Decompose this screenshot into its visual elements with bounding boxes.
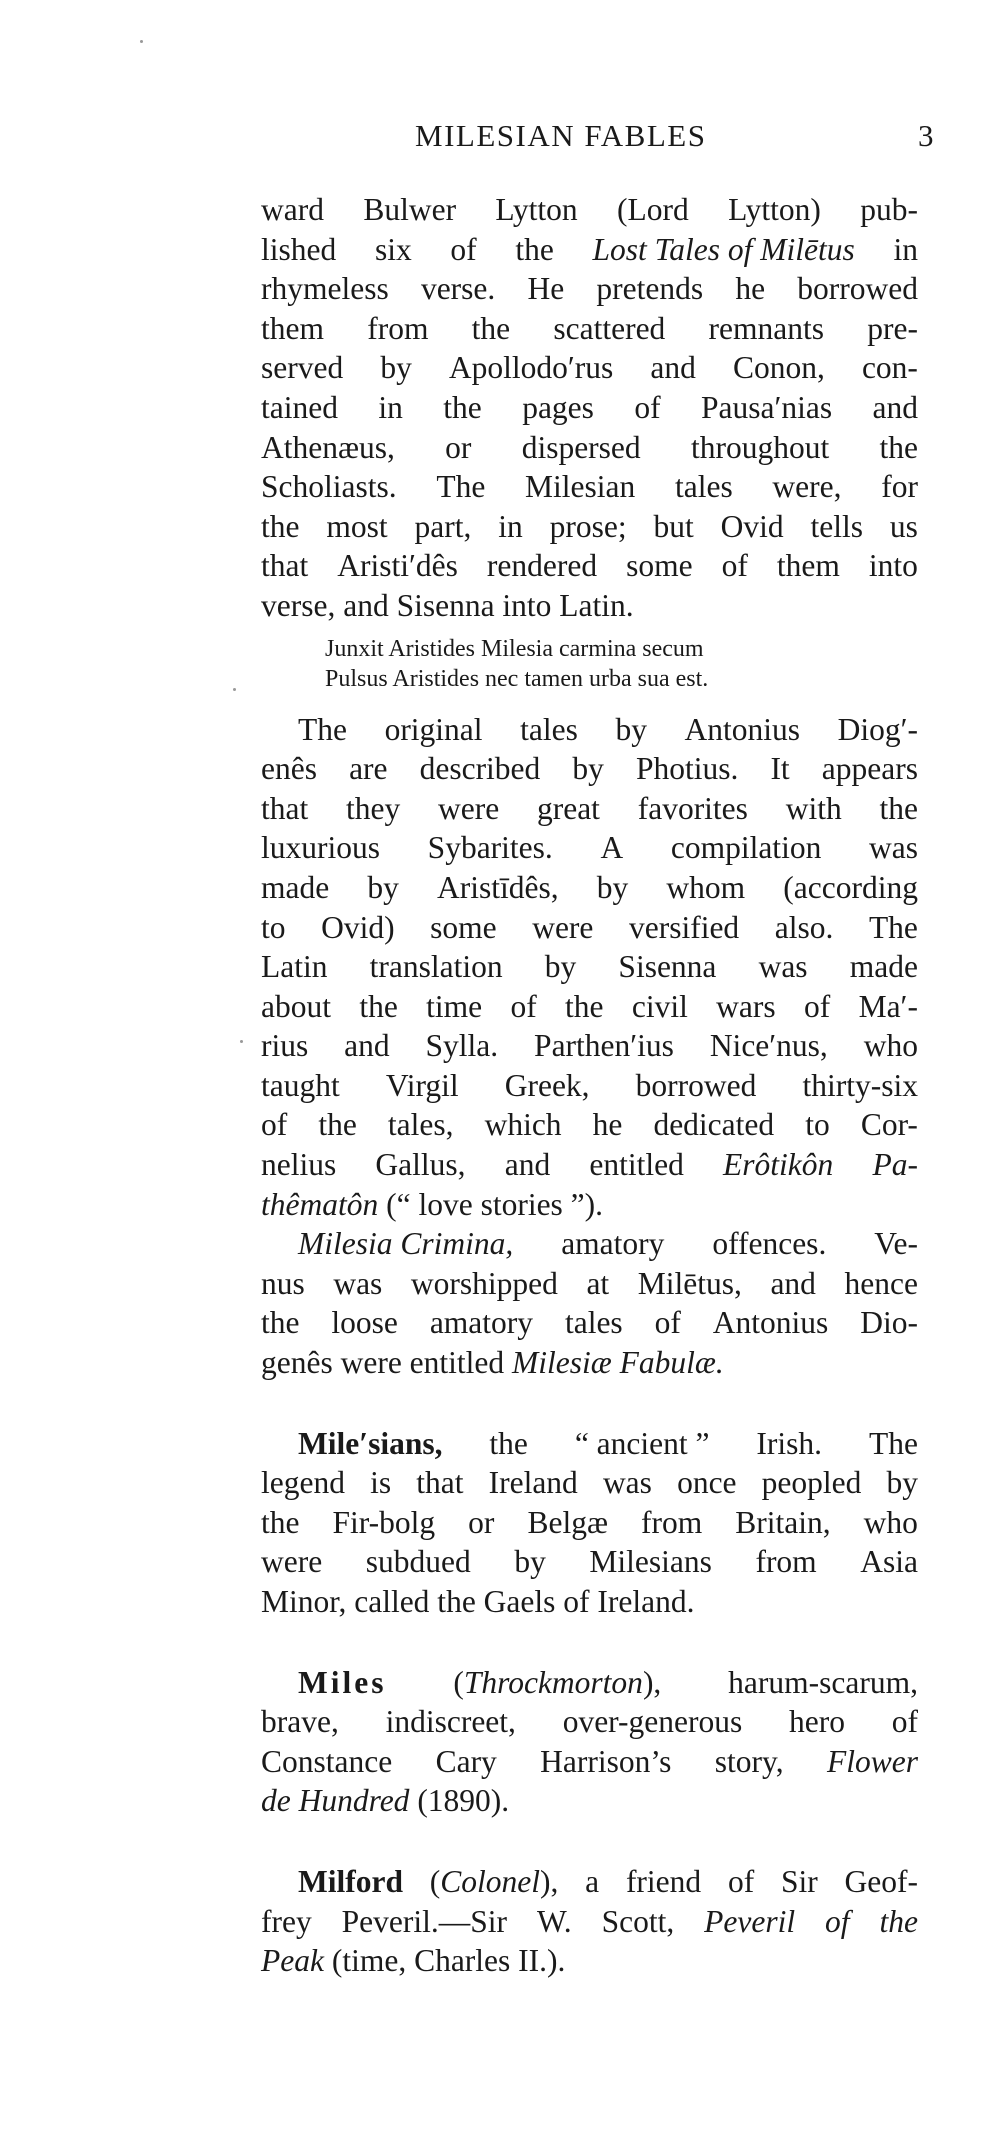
word: Fir-bolg bbox=[332, 1504, 436, 1540]
page-number: 3 bbox=[918, 118, 934, 153]
word: amatory bbox=[561, 1226, 665, 1262]
word: Aristīdês, bbox=[437, 869, 559, 905]
word: rius bbox=[261, 1028, 309, 1064]
word: also. bbox=[774, 909, 834, 945]
word: that bbox=[261, 790, 309, 826]
styled-word: of bbox=[825, 1903, 850, 1939]
word: Peveril.—Sir bbox=[341, 1903, 508, 1939]
text-line bbox=[261, 1902, 918, 1942]
word: borrowed bbox=[635, 1067, 757, 1103]
word: Ve- bbox=[874, 1226, 918, 1262]
word: tales bbox=[674, 469, 733, 505]
dictionary-entry bbox=[261, 1424, 918, 1622]
word: hence bbox=[844, 1265, 918, 1301]
word: pretends bbox=[596, 271, 704, 307]
word: Antonius bbox=[712, 1305, 829, 1341]
word: the bbox=[359, 988, 398, 1024]
word: part, bbox=[414, 508, 472, 544]
word: Sylla. bbox=[425, 1028, 499, 1064]
word: civil bbox=[631, 988, 688, 1024]
block-quote bbox=[261, 634, 918, 694]
word: Lytton) bbox=[728, 192, 821, 227]
styled-word: (Colonel), bbox=[429, 1863, 559, 1899]
text-line bbox=[261, 1702, 918, 1742]
spacer bbox=[261, 1821, 918, 1862]
text-line bbox=[261, 1264, 918, 1304]
word: rhymeless bbox=[261, 271, 389, 307]
word: Scholiasts. bbox=[261, 469, 397, 505]
word: time bbox=[426, 988, 483, 1024]
word: indiscreet, bbox=[385, 1704, 516, 1740]
word: nelius bbox=[261, 1147, 337, 1183]
word: Sir bbox=[780, 1863, 818, 1899]
word: The bbox=[436, 469, 486, 505]
text-line bbox=[261, 388, 918, 428]
word: made bbox=[261, 869, 330, 905]
word: who bbox=[863, 1028, 918, 1064]
word: subdued bbox=[365, 1544, 471, 1580]
word: Athenæus, bbox=[261, 429, 395, 465]
word: of bbox=[891, 1704, 918, 1740]
word: with bbox=[785, 790, 842, 826]
text-line bbox=[261, 1303, 918, 1343]
text-line bbox=[261, 230, 918, 270]
word: that bbox=[261, 548, 309, 584]
word: tales, bbox=[387, 1107, 454, 1143]
headword: Mile′sians, bbox=[298, 1425, 443, 1461]
word: was bbox=[868, 830, 918, 866]
word: dedicated bbox=[653, 1107, 775, 1143]
word: served bbox=[261, 350, 344, 386]
text-line bbox=[261, 1343, 918, 1383]
word: Minor, called the Gaels of Ireland. bbox=[261, 1584, 695, 1619]
word: in bbox=[498, 508, 523, 544]
word: of bbox=[634, 389, 661, 425]
word: hero bbox=[789, 1704, 845, 1740]
word: tained bbox=[261, 389, 338, 425]
word: by bbox=[596, 869, 629, 905]
word: “ ancient ” bbox=[574, 1425, 710, 1461]
word: appears bbox=[821, 751, 918, 787]
text-line bbox=[261, 190, 918, 230]
word: Lytton bbox=[495, 192, 578, 227]
word: Harrison’s bbox=[540, 1743, 672, 1779]
text-line bbox=[261, 908, 918, 948]
word: they bbox=[346, 790, 401, 826]
word: brave, bbox=[261, 1704, 339, 1740]
text-line bbox=[261, 1424, 918, 1464]
word: dispersed bbox=[521, 429, 641, 465]
page-speck bbox=[240, 1040, 243, 1043]
word: W. bbox=[536, 1903, 572, 1939]
word: Pulsus Aristides nec tamen urba sua est. bbox=[325, 665, 709, 692]
word: described bbox=[419, 751, 541, 787]
word: is bbox=[370, 1465, 392, 1501]
word: versified bbox=[628, 909, 740, 945]
word: borrowed bbox=[797, 271, 918, 307]
spacer bbox=[261, 626, 918, 634]
word: from bbox=[367, 310, 429, 346]
word: he bbox=[592, 1107, 623, 1143]
word: (according bbox=[783, 869, 918, 905]
word: offences. bbox=[712, 1226, 827, 1262]
word: or bbox=[468, 1504, 495, 1540]
word: Junxit Aristides Milesia carmina secum bbox=[325, 635, 704, 662]
word: from bbox=[641, 1504, 703, 1540]
word: the bbox=[565, 988, 604, 1024]
word: Milētus, bbox=[637, 1265, 742, 1301]
word: who bbox=[863, 1504, 918, 1540]
word: Constance bbox=[261, 1743, 393, 1779]
text-line bbox=[261, 348, 918, 388]
word: Latin bbox=[261, 949, 328, 985]
word: tales bbox=[564, 1305, 623, 1341]
text-line bbox=[261, 947, 918, 987]
word: the bbox=[515, 231, 554, 267]
word: pre- bbox=[867, 310, 918, 346]
word: of bbox=[510, 988, 537, 1024]
word: made bbox=[849, 949, 918, 985]
word: by bbox=[615, 711, 647, 747]
text-line bbox=[261, 1781, 918, 1821]
word: translation bbox=[369, 949, 503, 985]
page-speck bbox=[140, 40, 143, 43]
text-line bbox=[261, 309, 918, 349]
word: nus bbox=[261, 1265, 305, 1301]
word: that bbox=[416, 1465, 464, 1501]
word: Geof- bbox=[844, 1863, 918, 1899]
word: Ovid) bbox=[321, 909, 395, 945]
word: (“ love stories ”). bbox=[378, 1186, 604, 1222]
paragraph bbox=[261, 710, 918, 1225]
word: harum-scarum, bbox=[728, 1664, 918, 1700]
word: Antonius bbox=[684, 711, 801, 747]
word: were, bbox=[772, 469, 842, 505]
word: of bbox=[654, 1305, 681, 1341]
word: Greek, bbox=[504, 1067, 590, 1103]
word: The bbox=[868, 909, 918, 945]
word: compilation bbox=[670, 830, 822, 866]
word: from bbox=[755, 1544, 817, 1580]
word: are bbox=[349, 751, 388, 787]
word: Pausa′nias bbox=[700, 389, 833, 425]
text-line bbox=[261, 634, 918, 664]
word: some bbox=[626, 548, 693, 584]
word: It bbox=[770, 751, 790, 787]
word: con- bbox=[861, 350, 918, 386]
text-line bbox=[261, 1105, 918, 1145]
text-line bbox=[261, 507, 918, 547]
styled-word: Peak bbox=[261, 1943, 324, 1979]
text-line bbox=[261, 1542, 918, 1582]
word: Sybarites. bbox=[427, 830, 553, 866]
styled-word: de Hundred bbox=[261, 1783, 410, 1819]
word: six bbox=[374, 231, 412, 267]
word: Cor- bbox=[860, 1107, 918, 1143]
styled-word: thêmatôn bbox=[261, 1186, 379, 1222]
word: by bbox=[572, 751, 604, 787]
word: thirty-six bbox=[802, 1067, 918, 1103]
word: genês were entitled bbox=[261, 1345, 513, 1381]
word: by bbox=[886, 1465, 918, 1501]
word: the bbox=[318, 1107, 357, 1143]
word: Ovid bbox=[720, 508, 784, 544]
word: Milesians bbox=[589, 1544, 712, 1580]
word: Irish. bbox=[756, 1425, 823, 1461]
word: but bbox=[653, 508, 694, 544]
paragraph bbox=[261, 190, 918, 626]
word: (time, Charles II.). bbox=[323, 1943, 566, 1979]
word: story, bbox=[714, 1743, 784, 1779]
text-line bbox=[261, 1582, 918, 1622]
word: about bbox=[261, 988, 331, 1024]
word: wars bbox=[716, 988, 776, 1024]
word: in bbox=[378, 389, 403, 425]
headword: Miles bbox=[298, 1664, 387, 1700]
word: peopled bbox=[761, 1465, 862, 1501]
styled-word: Lost Tales of Milētus bbox=[592, 231, 855, 267]
word: original bbox=[384, 711, 483, 747]
word: Milesian bbox=[525, 469, 636, 505]
word: into bbox=[868, 548, 918, 584]
word: he bbox=[735, 271, 766, 307]
text-line bbox=[261, 1224, 918, 1264]
styled-word: Milesiæ Fabulæ. bbox=[512, 1345, 724, 1381]
text-line bbox=[261, 987, 918, 1027]
word: the bbox=[879, 790, 918, 826]
word: legend bbox=[261, 1465, 345, 1501]
styled-word: Peveril bbox=[704, 1903, 796, 1939]
word: great bbox=[536, 790, 600, 826]
word: or bbox=[445, 429, 472, 465]
word: Ireland bbox=[488, 1465, 578, 1501]
word: Scott, bbox=[601, 1903, 675, 1939]
text-line bbox=[261, 1742, 918, 1782]
text-line bbox=[261, 546, 918, 586]
word: Cary bbox=[435, 1743, 497, 1779]
dictionary-entry bbox=[261, 1663, 918, 1821]
text-line bbox=[261, 1026, 918, 1066]
word: Conon, bbox=[732, 350, 825, 386]
styled-word: Throckmorton bbox=[463, 1664, 643, 1700]
word: were bbox=[438, 790, 500, 826]
word: Britain, bbox=[735, 1504, 831, 1540]
word: Belgæ bbox=[527, 1504, 608, 1540]
word: once bbox=[677, 1465, 737, 1501]
word: Aristi′dês bbox=[337, 548, 458, 584]
word: the bbox=[261, 1305, 300, 1341]
word: by bbox=[380, 350, 412, 386]
text-line bbox=[261, 789, 918, 829]
spacer bbox=[261, 1383, 918, 1424]
word: Virgil bbox=[385, 1067, 459, 1103]
word: pages bbox=[522, 389, 594, 425]
word: remnants bbox=[708, 310, 824, 346]
styled-word: Erôtikôn bbox=[723, 1147, 834, 1183]
word: enês bbox=[261, 751, 317, 787]
word: which bbox=[484, 1107, 562, 1143]
styled-word: Colonel bbox=[440, 1863, 541, 1899]
word: Diog′- bbox=[837, 711, 918, 747]
text-line bbox=[261, 1185, 918, 1225]
page-speck bbox=[233, 688, 236, 691]
word: favorites bbox=[637, 790, 748, 826]
word: Dio- bbox=[860, 1305, 918, 1341]
word: and bbox=[872, 389, 918, 425]
word: verse, and Sisenna into Latin. bbox=[261, 587, 634, 623]
word: worshipped bbox=[410, 1265, 558, 1301]
word: most bbox=[326, 508, 388, 544]
word: A bbox=[600, 830, 624, 866]
styled-word: the bbox=[879, 1903, 918, 1939]
word: at bbox=[586, 1265, 610, 1301]
headword: Milford bbox=[298, 1863, 403, 1899]
word: whom bbox=[666, 869, 746, 905]
text-line bbox=[261, 828, 918, 868]
word: Nice′nus, bbox=[709, 1028, 828, 1064]
word: was bbox=[758, 949, 808, 985]
text-line bbox=[261, 428, 918, 468]
text-line bbox=[261, 1663, 918, 1703]
word: throughout bbox=[690, 429, 830, 465]
word: them bbox=[776, 548, 840, 584]
text-line bbox=[261, 1145, 918, 1185]
text-line bbox=[261, 1941, 918, 1981]
word: Asia bbox=[860, 1544, 918, 1580]
text-line bbox=[261, 1862, 918, 1902]
word: rendered bbox=[486, 548, 598, 584]
paragraph bbox=[261, 1224, 918, 1382]
word: of bbox=[450, 231, 477, 267]
word: tells bbox=[810, 508, 863, 544]
word: some bbox=[430, 909, 497, 945]
text-line bbox=[261, 1463, 918, 1503]
word: friend bbox=[625, 1863, 702, 1899]
word: pub- bbox=[860, 192, 918, 227]
page-header bbox=[0, 118, 1000, 168]
styled-word: Milesia Crimina, bbox=[298, 1226, 514, 1262]
dictionary-entry bbox=[261, 1862, 918, 1981]
word: loose bbox=[331, 1305, 398, 1341]
text-line bbox=[261, 664, 918, 694]
word: The bbox=[868, 1425, 918, 1461]
word: the bbox=[261, 508, 300, 544]
word: of bbox=[803, 988, 831, 1024]
styled-word: Flower bbox=[826, 1743, 918, 1779]
text-line bbox=[261, 467, 918, 507]
word: amatory bbox=[429, 1305, 534, 1341]
word: He bbox=[527, 271, 565, 307]
word: to bbox=[805, 1107, 830, 1143]
word: entitled bbox=[589, 1147, 684, 1183]
text-line bbox=[261, 710, 918, 750]
text-line bbox=[261, 586, 918, 626]
word: (Lord bbox=[617, 192, 689, 227]
word: of bbox=[721, 548, 748, 584]
word: was bbox=[602, 1465, 652, 1501]
word: in bbox=[893, 231, 918, 267]
word: the bbox=[879, 429, 918, 465]
word: the bbox=[443, 389, 482, 425]
spacer bbox=[261, 694, 918, 710]
word: and bbox=[344, 1028, 390, 1064]
word: Bulwer bbox=[363, 192, 457, 227]
word: by bbox=[544, 949, 577, 985]
word: Parthen′ius bbox=[534, 1028, 674, 1064]
word: them bbox=[261, 310, 324, 346]
word: of bbox=[727, 1863, 755, 1899]
word: Sisenna bbox=[618, 949, 717, 985]
word: the bbox=[471, 310, 511, 346]
word: taught bbox=[261, 1067, 340, 1103]
running-head: MILESIAN FABLES bbox=[415, 118, 707, 153]
word: prose; bbox=[549, 508, 627, 544]
word: lished bbox=[261, 231, 337, 267]
word: ward bbox=[261, 192, 324, 227]
word: over-generous bbox=[562, 1704, 743, 1740]
word: scattered bbox=[553, 310, 666, 346]
styled-word: (Throckmorton), bbox=[453, 1664, 662, 1700]
text-line bbox=[261, 1503, 918, 1543]
word: by bbox=[367, 869, 399, 905]
word: were bbox=[532, 909, 594, 945]
word: (1890). bbox=[409, 1783, 510, 1819]
text-line bbox=[261, 749, 918, 789]
word: the bbox=[261, 1504, 300, 1540]
word: us bbox=[889, 508, 918, 544]
text-column bbox=[261, 190, 918, 1981]
word: and bbox=[650, 350, 696, 386]
text-line bbox=[261, 868, 918, 908]
styled-word: Pa- bbox=[872, 1147, 918, 1183]
text-line bbox=[261, 269, 918, 309]
word: luxurious bbox=[261, 830, 381, 866]
text-line bbox=[261, 1066, 918, 1106]
word: of bbox=[261, 1107, 288, 1143]
word: and bbox=[770, 1265, 816, 1301]
word: by bbox=[514, 1544, 546, 1580]
word: to bbox=[261, 909, 286, 945]
word: Photius. bbox=[635, 751, 739, 787]
word: tales bbox=[520, 711, 578, 747]
word: the bbox=[489, 1425, 528, 1461]
word: were bbox=[261, 1544, 323, 1580]
word: for bbox=[881, 469, 918, 505]
word: Ma′- bbox=[858, 988, 918, 1024]
word: Gallus, bbox=[375, 1147, 466, 1183]
spacer bbox=[261, 1622, 918, 1663]
word: Apollodo′rus bbox=[448, 350, 614, 386]
word: a bbox=[585, 1863, 600, 1899]
word: was bbox=[333, 1265, 383, 1301]
word: verse. bbox=[420, 271, 496, 307]
word: The bbox=[298, 711, 347, 747]
word: frey bbox=[261, 1903, 312, 1939]
word: and bbox=[504, 1147, 551, 1183]
